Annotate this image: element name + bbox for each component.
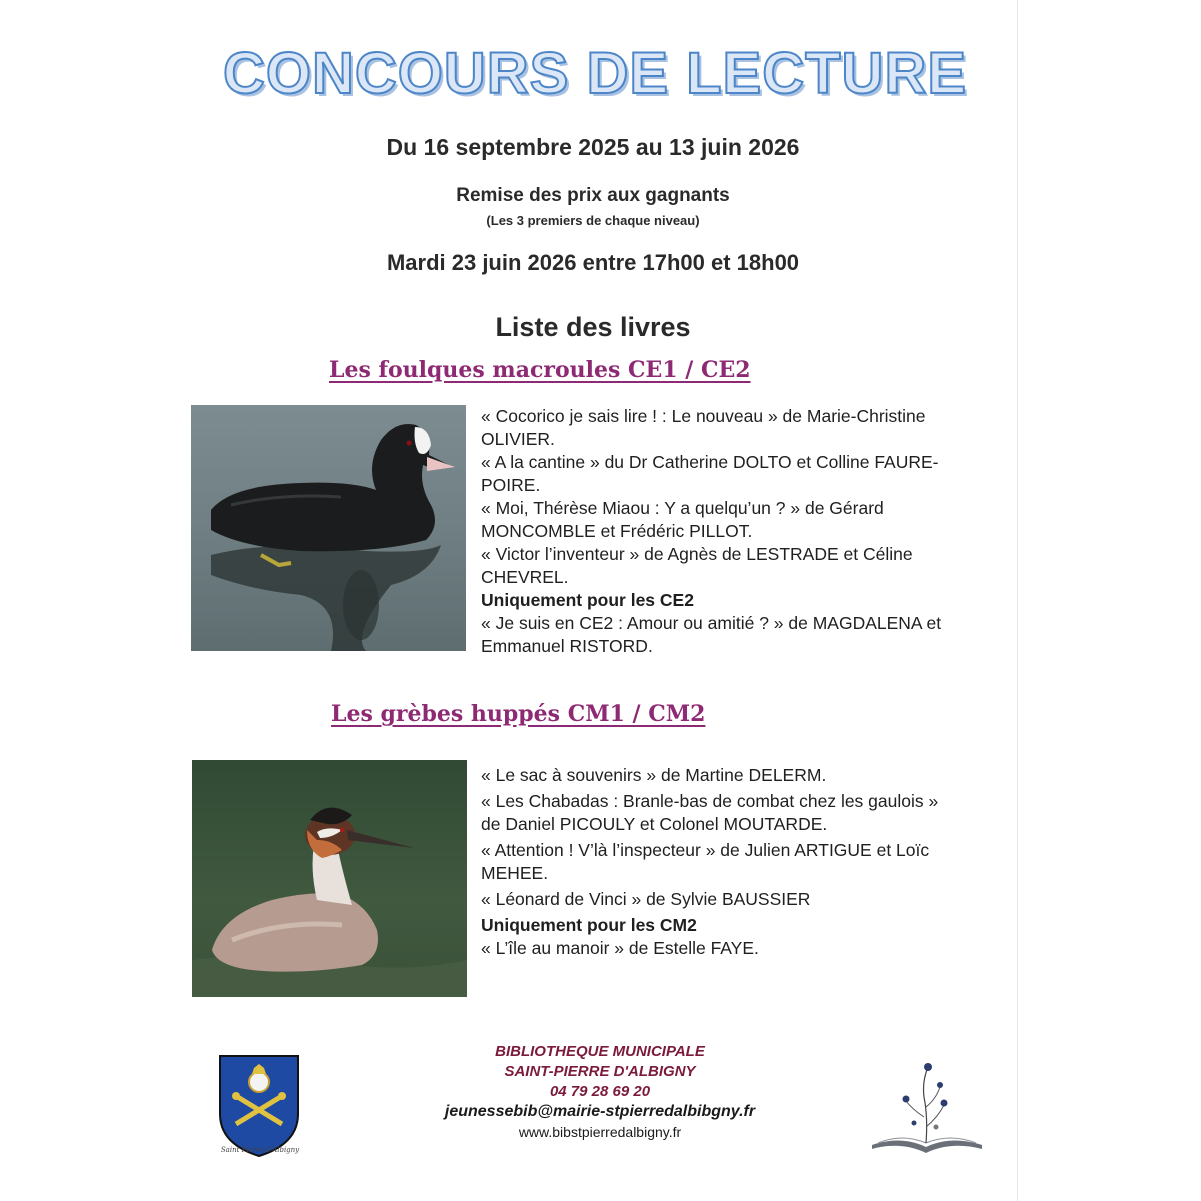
- list-item: « Attention ! V’là l’inspecteur » de Julien ARTIGUE et Loïc MEHEE.: [481, 840, 930, 883]
- library-footer: [400, 1042, 800, 1142]
- book-list-title: Liste des livres: [495, 312, 691, 342]
- cm2-only-label: Uniquement pour les CM2: [481, 915, 697, 935]
- coot-photo: [191, 405, 466, 651]
- list-item: « A la cantine » du Dr Catherine DOLTO et Colline FAURE-POIRE.: [481, 452, 939, 495]
- ce2-only-label: Uniquement pour les CE2: [481, 590, 694, 610]
- list-item: « Les Chabadas : Branle-bas de combat chez les gaulois » de Daniel PICOULY et Colonel MOUTARDE.: [481, 791, 939, 834]
- section-heading-ce: Les foulques macroules CE1 / CE2: [329, 357, 751, 383]
- library-email[interactable]: jeunessebib@mairie-stpierredalbibgny.fr: [444, 1103, 756, 1120]
- library-phone: 04 79 28 69 20: [549, 1083, 651, 1100]
- book-list-ce: [481, 405, 961, 658]
- list-item: « Victor l’inventeur » de Agnès de LESTRADE et Céline CHEVREL.: [481, 544, 913, 587]
- library-town: SAINT-PIERRE D'ALBIGNY: [504, 1063, 696, 1080]
- list-item: « Léonard de Vinci » de Sylvie BAUSSIER: [481, 889, 811, 909]
- list-item: « Je suis en CE2 : Amour ou amitié ? » de MAGDALENA et Emmanuel RISTORD.: [481, 613, 942, 656]
- book-list-cm: [481, 764, 961, 963]
- open-book-flowers-icon: [866, 1057, 988, 1157]
- section-heading-cm: Les grèbes huppés CM1 / CM2: [331, 701, 706, 727]
- page-title: CONCOURS DE LECTURE: [222, 41, 968, 106]
- list-item: « Le sac à souvenirs » de Martine DELERM.: [481, 765, 827, 785]
- award-note: (Les 3 premiers de chaque niveau): [486, 213, 700, 228]
- grebe-photo: [192, 760, 467, 997]
- library-name: BIBLIOTHEQUE MUNICIPALE: [495, 1043, 705, 1060]
- town-crest-icon: [214, 1052, 304, 1160]
- list-item: « Cocorico je sais lire ! : Le nouveau » de Marie-Christine OLIVIER.: [481, 406, 926, 449]
- list-item: « L’île au manoir » de Estelle FAYE.: [481, 938, 759, 958]
- ceremony-date: Mardi 23 juin 2026 entre 17h00 et 18h00: [386, 250, 800, 275]
- page-edge-line: [1017, 0, 1018, 1201]
- library-website[interactable]: www.bibstpierredalbigny.fr: [518, 1124, 682, 1140]
- crest-caption: Saint Pierre d'Albigny: [220, 1146, 300, 1154]
- contest-dates: Du 16 septembre 2025 au 13 juin 2026: [386, 134, 800, 160]
- award-heading: Remise des prix aux gagnants: [456, 185, 730, 206]
- list-item: « Moi, Thérèse Miaou : Y a quelqu’un ? » de Gérard MONCOMBLE et Frédéric PILLOT.: [481, 498, 884, 541]
